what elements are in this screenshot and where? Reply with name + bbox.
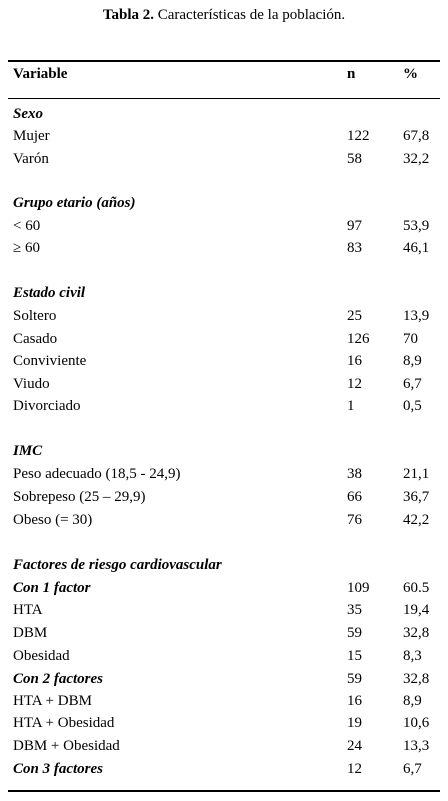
table-row	[13, 712, 440, 734]
cell-n: 66	[347, 489, 362, 505]
cell-variable: ≥ 60	[13, 240, 40, 256]
cell-n: 24	[347, 738, 362, 754]
table-row	[13, 125, 440, 147]
cell-pct: 0,5	[403, 398, 422, 414]
table-row	[13, 690, 440, 712]
table-caption	[0, 7, 448, 24]
section-heading-row	[13, 282, 440, 304]
cell-variable: Sobrepeso (25 – 29,9)	[13, 489, 146, 505]
cell-variable: Divorciado	[13, 398, 81, 414]
table-row	[13, 486, 440, 508]
cell-pct: 10,6	[403, 715, 430, 731]
cell-n: 126	[347, 331, 370, 347]
cell-variable: Obeso (= 30)	[13, 512, 93, 528]
table-row	[13, 215, 440, 237]
cell-variable: Conviviente	[13, 353, 87, 369]
cell-n: 25	[347, 308, 362, 324]
cell-variable: HTA + Obesidad	[13, 715, 115, 731]
cell-variable: Mujer	[13, 128, 50, 144]
table-top-rule	[8, 60, 440, 62]
cell-n: 59	[347, 625, 362, 641]
cell-n: 12	[347, 376, 362, 392]
table-row	[13, 328, 440, 350]
cell-pct: 70	[403, 331, 418, 347]
subsection-row	[13, 577, 440, 599]
table-row	[13, 395, 440, 417]
cell-variable: Estado civil	[13, 285, 86, 301]
cell-pct: 32,8	[403, 671, 430, 687]
cell-variable: Varón	[13, 151, 49, 167]
table-row	[13, 305, 440, 327]
table-row	[13, 373, 440, 395]
cell-n: 35	[347, 602, 362, 618]
cell-n: 97	[347, 218, 362, 234]
cell-n: 38	[347, 466, 362, 482]
cell-variable: Grupo etario (años)	[13, 195, 136, 211]
table-row	[13, 599, 440, 621]
table-row	[13, 645, 440, 667]
table-caption-text: Características de la población.	[157, 7, 346, 23]
cell-pct: 32,8	[403, 625, 430, 641]
cell-n: 109	[347, 580, 370, 596]
table-bottom-rule	[8, 790, 440, 792]
cell-variable: Sexo	[13, 106, 43, 122]
table-row	[13, 735, 440, 757]
table-row	[13, 463, 440, 485]
cell-n: 15	[347, 648, 362, 664]
cell-n: 1	[347, 398, 355, 414]
table-row	[13, 148, 440, 170]
cell-variable: DBM	[13, 625, 48, 641]
cell-n: 83	[347, 240, 362, 256]
section-heading-row	[13, 554, 440, 576]
cell-variable: Con 2 factores	[13, 671, 103, 687]
cell-variable: IMC	[13, 443, 43, 459]
cell-pct: 36,7	[403, 489, 430, 505]
cell-variable: Viudo	[13, 376, 50, 392]
cell-pct: 46,1	[403, 240, 430, 256]
cell-variable: Casado	[13, 331, 58, 347]
cell-pct: 21,1	[403, 466, 430, 482]
table-caption-label: Tabla 2.	[102, 7, 154, 23]
cell-pct: 60.5	[403, 580, 430, 596]
cell-n: 76	[347, 512, 362, 528]
section-heading-row	[13, 440, 440, 462]
table-row	[13, 622, 440, 644]
header-variable: Variable	[13, 66, 68, 82]
table-row	[13, 237, 440, 259]
section-heading-row	[13, 103, 440, 125]
cell-pct: 53,9	[403, 218, 430, 234]
cell-n: 16	[347, 353, 362, 369]
table-row	[13, 509, 440, 531]
table-row	[13, 350, 440, 372]
header-pct: %	[403, 66, 418, 82]
cell-variable: HTA	[13, 602, 43, 618]
cell-n: 59	[347, 671, 362, 687]
cell-pct: 8,9	[403, 353, 422, 369]
cell-variable: Peso adecuado (18,5 - 24,9)	[13, 466, 181, 482]
cell-n: 122	[347, 128, 370, 144]
cell-pct: 32,2	[403, 151, 430, 167]
table-header-row	[13, 63, 440, 85]
cell-variable: Con 1 factor	[13, 580, 91, 596]
cell-variable: Con 3 factores	[13, 761, 103, 777]
cell-n: 16	[347, 693, 362, 709]
cell-n: 58	[347, 151, 362, 167]
cell-pct: 8,9	[403, 693, 422, 709]
section-heading-row	[13, 192, 440, 214]
cell-pct: 13,9	[403, 308, 430, 324]
cell-variable: DBM + Obesidad	[13, 738, 120, 754]
subsection-row	[13, 668, 440, 690]
cell-pct: 6,7	[403, 376, 422, 392]
subsection-row	[13, 758, 440, 780]
cell-variable: HTA + DBM	[13, 693, 92, 709]
cell-pct: 19,4	[403, 602, 430, 618]
cell-pct: 8,3	[403, 648, 422, 664]
cell-pct: 13,3	[403, 738, 430, 754]
table-header-rule	[8, 98, 440, 99]
cell-pct: 6,7	[403, 761, 422, 777]
cell-variable: < 60	[13, 218, 41, 234]
cell-n: 12	[347, 761, 362, 777]
cell-variable: Factores de riesgo cardiovascular	[13, 557, 222, 573]
cell-pct: 67,8	[403, 128, 430, 144]
cell-n: 19	[347, 715, 362, 731]
cell-pct: 42,2	[403, 512, 430, 528]
cell-variable: Soltero	[13, 308, 57, 324]
cell-variable: Obesidad	[13, 648, 70, 664]
header-n: n	[347, 66, 356, 82]
